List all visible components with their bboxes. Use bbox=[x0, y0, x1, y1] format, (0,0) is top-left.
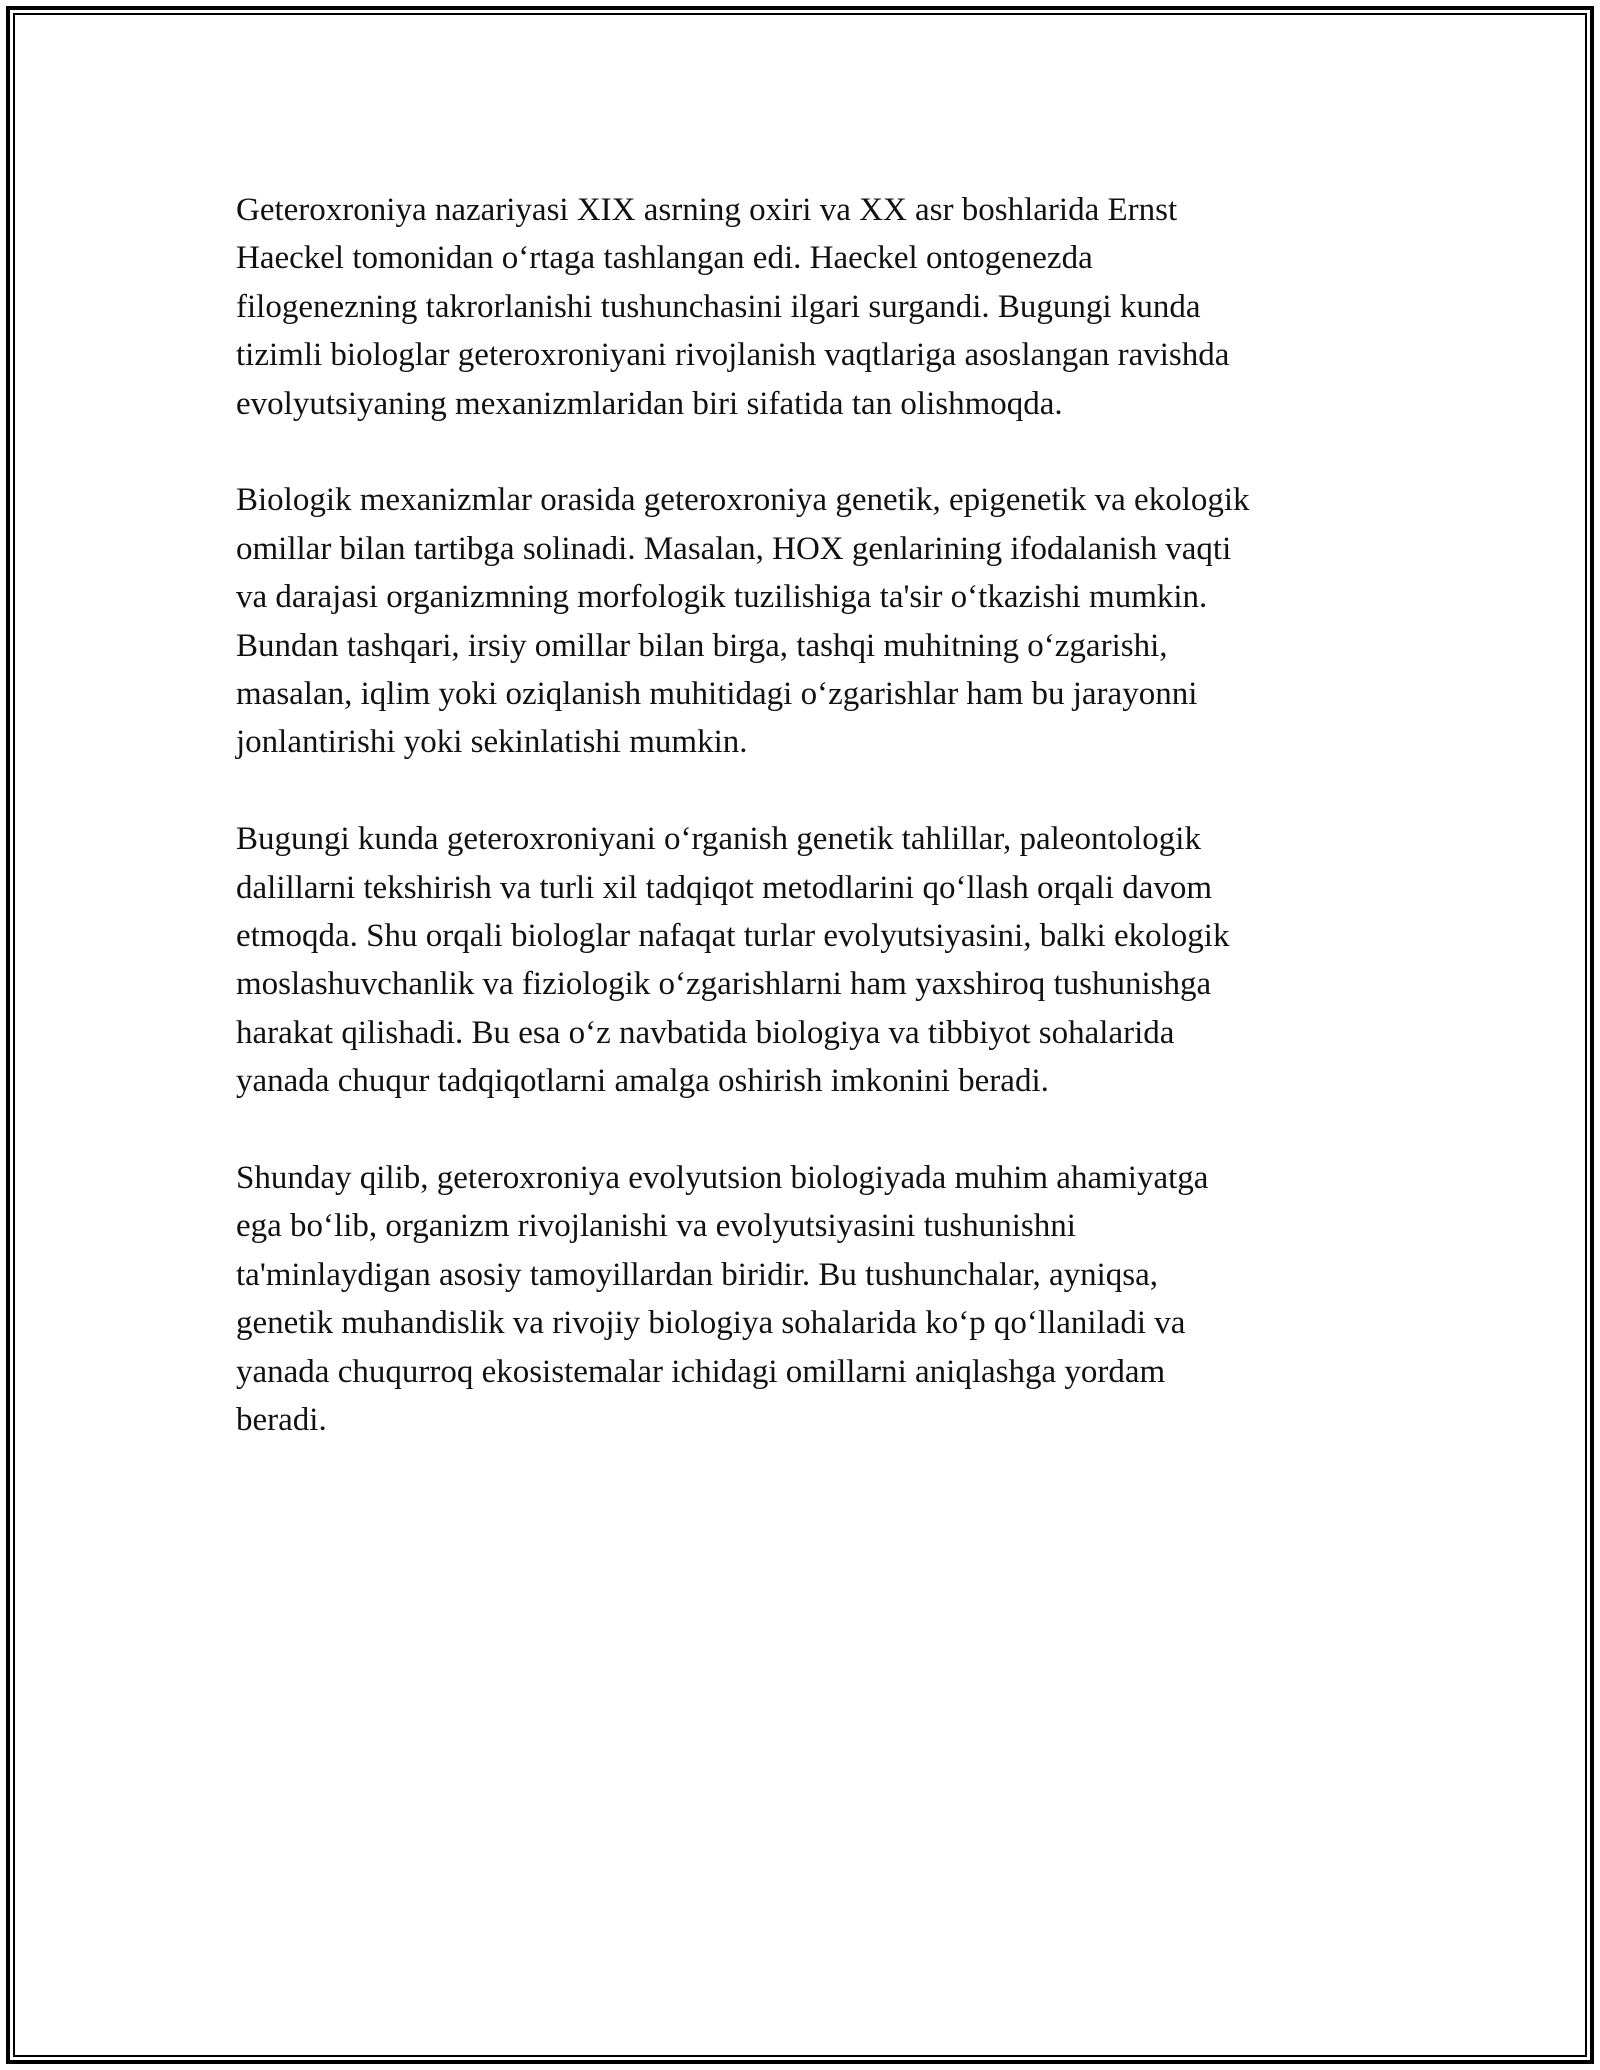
document-body bbox=[236, 186, 1366, 1493]
text-line: genetik muhandislik va rivojiy biologiya sohalarida ko‘p qo‘llaniladi va bbox=[236, 1305, 1186, 1342]
paragraph-3 bbox=[236, 815, 1366, 1105]
text-line: va darajasi organizmning morfologik tuzilishiga ta'sir o‘tkazishi mumkin. bbox=[236, 579, 1208, 616]
text-line: Biologik mexanizmlar orasida geteroxroniya genetik, epigenetik va ekologik bbox=[236, 482, 1250, 519]
text-line: Bugungi kunda geteroxroniyani o‘rganish genetik tahlillar, paleontologik bbox=[236, 821, 1201, 858]
text-line: yanada chuqurroq ekosistemalar ichidagi omillarni aniqlashga yordam bbox=[236, 1353, 1166, 1390]
text-line: evolyutsiyaning mexanizmlaridan biri sifatida tan olishmoqda. bbox=[236, 385, 1063, 422]
text-line: moslashuvchanlik va fiziologik o‘zgarishlarni ham yaxshiroq tushunishga bbox=[236, 966, 1212, 1003]
text-line: tizimli biologlar geteroxroniyani rivojlanish vaqtlariga asoslangan ravishda bbox=[236, 337, 1230, 374]
text-line: Bundan tashqari, irsiy omillar bilan birga, tashqi muhitning o‘zgarishi, bbox=[236, 627, 1168, 664]
text-line: etmoqda. Shu orqali biologlar nafaqat turlar evolyutsiyasini, balki ekologik bbox=[236, 918, 1230, 955]
paragraph-2 bbox=[236, 476, 1366, 766]
text-line: Haeckel tomonidan o‘rtaga tashlangan edi. Haeckel ontogenezda bbox=[236, 240, 1093, 277]
text-line: Shunday qilib, geteroxroniya evolyutsion biologiyada muhim ahamiyatga bbox=[236, 1160, 1209, 1197]
text-line: ta'minlaydigan asosiy tamoyillardan biridir. Bu tushunchalar, ayniqsa, bbox=[236, 1256, 1159, 1293]
paragraph-4 bbox=[236, 1154, 1366, 1444]
text-line: yanada chuqur tadqiqotlarni amalga oshirish imkonini beradi. bbox=[236, 1063, 1049, 1100]
paragraph-1 bbox=[236, 186, 1366, 428]
text-line: beradi. bbox=[236, 1402, 327, 1439]
text-line: ega bo‘lib, organizm rivojlanishi va evolyutsiyasini tushunishni bbox=[236, 1208, 1076, 1245]
text-line: dalillarni tekshirish va turli xil tadqiqot metodlarini qo‘llash orqali davom bbox=[236, 869, 1213, 906]
text-line: filogenezning takrorlanishi tushunchasini ilgari surgandi. Bugungi kunda bbox=[236, 288, 1201, 325]
text-line: Geteroxroniya nazariyasi XIX asrning oxiri va XX asr boshlarida Ernst bbox=[236, 192, 1178, 228]
text-line: jonlantirishi yoki sekinlatishi mumkin. bbox=[236, 724, 748, 761]
text-line: omillar bilan tartibga solinadi. Masalan, HOX genlarining ifodalanish vaqti bbox=[236, 530, 1232, 567]
text-line: harakat qilishadi. Bu esa o‘z navbatida biologiya va tibbiyot sohalarida bbox=[236, 1014, 1175, 1051]
text-line: masalan, iqlim yoki oziqlanish muhitidagi o‘zgarishlar ham bu jarayonni bbox=[236, 676, 1198, 713]
